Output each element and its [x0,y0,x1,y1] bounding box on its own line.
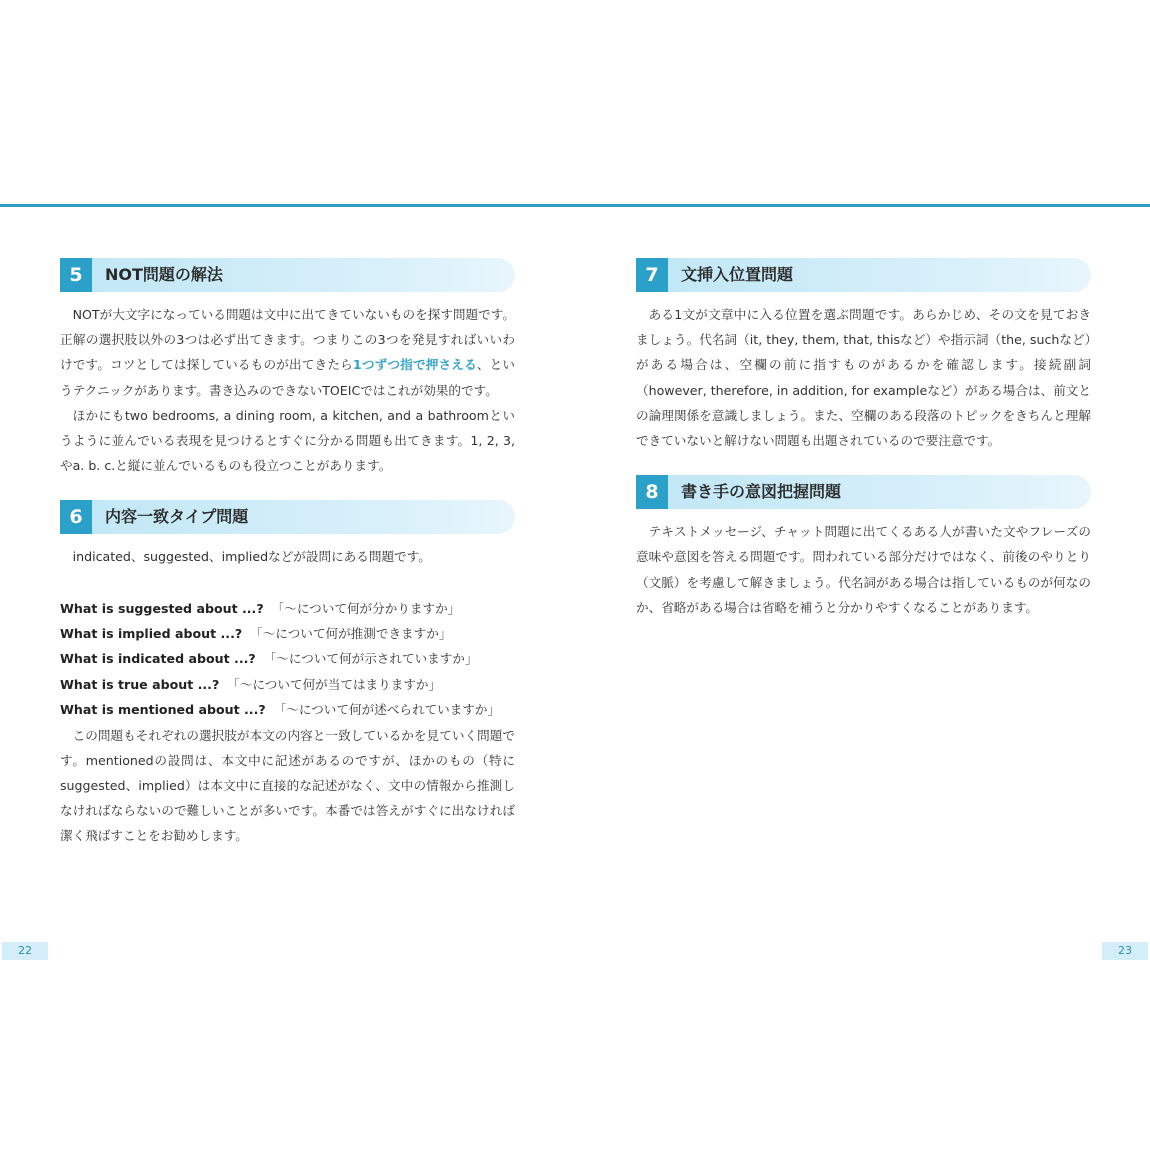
highlighted-phrase: 1つずつ指で押さえる [352,357,477,373]
question-japanese: 「～について何が述べられていますか」 [273,702,501,718]
section-8-heading [636,475,1091,509]
list-item [60,596,515,621]
question-english: What is implied about ...? [60,626,243,642]
section-title: 書き手の意図把握問題 [681,482,842,502]
page-number-left: 22 [2,942,48,960]
page-number-right: 23 [1102,942,1148,960]
question-english: What is true about ...? [60,676,220,692]
section-number-badge: 8 [636,475,668,509]
question-english: What is indicated about ...? [60,651,256,667]
section-5-heading [60,258,515,292]
question-english: What is mentioned about ...? [60,702,266,718]
question-japanese: 「～について何が推測できますか」 [250,626,452,642]
section-title: NOT問題の解法 [105,265,223,284]
list-item [60,621,515,646]
section-5-paragraph-1 [60,302,515,403]
section-number-badge: 6 [60,500,92,534]
list-item [60,697,515,722]
section-number-badge: 7 [636,258,668,292]
section-6-paragraph-2: この問題もそれぞれの選択肢が本文の内容と一致しているかを見ていく問題です。mentionedの設問は、本文中に記述があるのですが、ほかのもの（特にsuggested、implied）は本文中に直接的な記述がなく、文中の情報から推測しなければならないので難しいことが多いです。本番では答えがすぐに出なければ潔く飛ばすことをお勧めします。 [60,727,515,844]
text-run: 、というテクニックがあります。書き込みのできないTOEICではこれが効果的です。 [60,357,515,398]
question-english: What is suggested about ...? [60,600,264,616]
text-run: NOTが大文字になっている問題は文中に出てきていないものを探す問題です。正解の選択肢以外の3つは必ず出てきます。つまりこの3つを発見すればいいわけです。コツとしては探しているものが出てきたら [60,307,515,373]
section-7-paragraph-1: ある1文が文章中に入る位置を選ぶ問題です。あらかじめ、その文を見ておきましょう。代名詞（it, they, them, that, thisなど）や指示詞（the, suchなど）がある場合は、空欄の前に指すものがあるかを確認します。接続副詞（however, therefore, in addition, for exampleなど）がある場合は、前文との論理関係を意識しましょう。また、空欄のある段落のトピックをきちんと理解できていないと解けない問題も出題されているので要注意です。 [636,307,1091,449]
section-6-heading [60,500,515,534]
question-japanese: 「～について何が当てはまりますか」 [227,676,442,692]
list-item [60,646,515,671]
right-page [636,258,1091,620]
question-japanese: 「～について何が示されていますか」 [263,651,478,667]
section-title: 内容一致タイプ問題 [105,507,249,527]
question-japanese: 「～について何が分かりますか」 [271,600,461,616]
section-5-paragraph-2: ほかにもtwo bedrooms, a dining room, a kitchen, and a bathroomというように並んでいる表現を見つけるとすぐに分かる問題も出てきます。1, 2, 3, やa. b. c.と縦に並んでいるものも役立つことがあります。 [60,407,515,474]
section-8-paragraph-1: テキストメッセージ、チャット問題に出てくるある人が書いた文やフレーズの意味や意図を答える問題です。問われている部分だけではなく、前後のやりとり（文脈）を考慮して解きましょう。代名詞がある場合は指しているものが何なのか、省略がある場合は省略を補うと分かりやすくなることがあります。 [636,524,1091,615]
question-pattern-list [60,596,515,723]
section-title: 文挿入位置問題 [681,265,794,284]
section-7-heading [636,258,1091,292]
section-number-badge: 5 [60,258,92,292]
section-6-intro: indicated、suggested、impliedなどが設問にある問題です。 [72,549,431,565]
list-item [60,672,515,697]
left-page [60,258,515,849]
top-rule [0,204,1150,207]
